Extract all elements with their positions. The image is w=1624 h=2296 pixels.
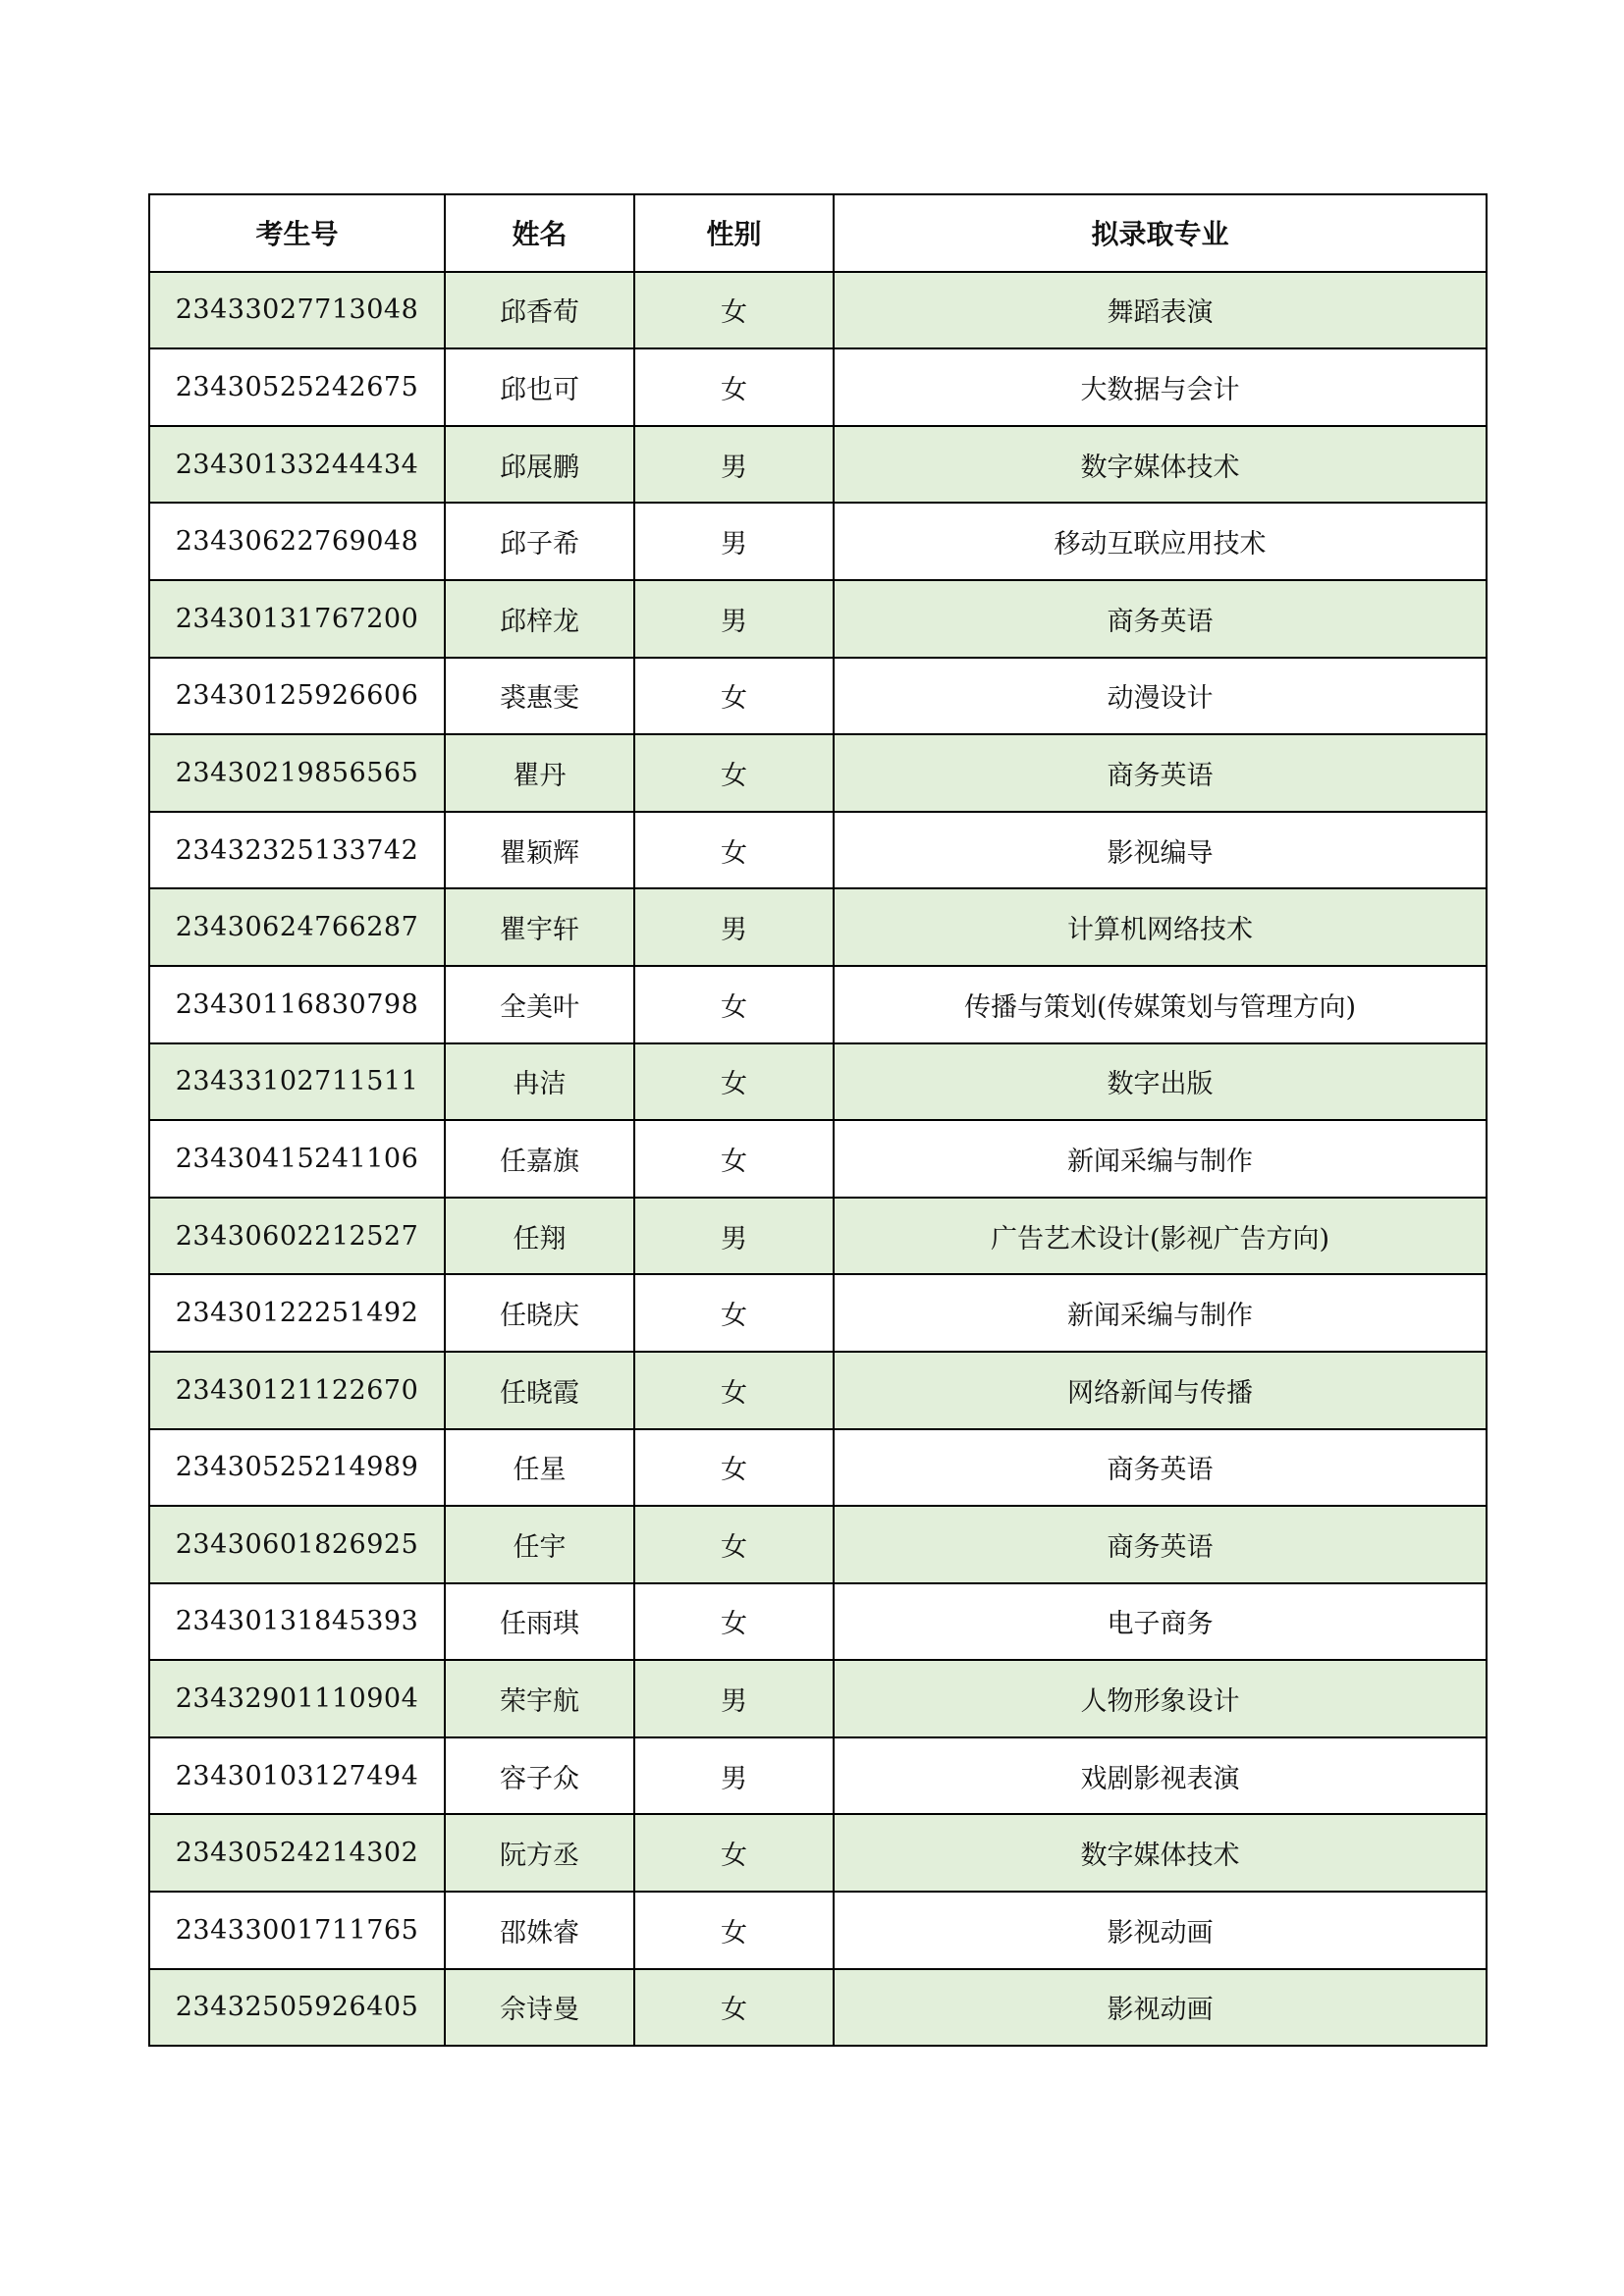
cell-major: 人物形象设计 (834, 1660, 1487, 1737)
cell-major: 电子商务 (834, 1583, 1487, 1661)
table-row (149, 1660, 1487, 1737)
table-row (149, 1352, 1487, 1429)
table-row (149, 1120, 1487, 1198)
table-body (149, 272, 1487, 2047)
cell-major: 动漫设计 (834, 658, 1487, 735)
cell-major: 戏剧影视表演 (834, 1737, 1487, 1815)
cell-name: 邱也可 (445, 348, 634, 426)
header-gender: 性别 (634, 194, 834, 272)
cell-major: 数字媒体技术 (834, 426, 1487, 504)
table-row (149, 1583, 1487, 1661)
cell-name: 任雨琪 (445, 1583, 634, 1661)
cell-major: 计算机网络技术 (834, 888, 1487, 966)
table-row (149, 580, 1487, 658)
cell-gender: 女 (634, 272, 834, 349)
cell-name: 任宇 (445, 1506, 634, 1583)
table-row (149, 1506, 1487, 1583)
cell-gender: 女 (634, 734, 834, 812)
cell-gender: 男 (634, 1660, 834, 1737)
cell-exam-id: 23433001711765 (149, 1892, 445, 1969)
cell-gender: 男 (634, 888, 834, 966)
cell-major: 影视动画 (834, 1969, 1487, 2047)
cell-exam-id: 23430524214302 (149, 1814, 445, 1892)
cell-gender: 女 (634, 1274, 834, 1352)
table-row (149, 1274, 1487, 1352)
cell-major: 数字媒体技术 (834, 1814, 1487, 1892)
cell-exam-id: 23430415241106 (149, 1120, 445, 1198)
cell-major: 舞蹈表演 (834, 272, 1487, 349)
cell-major: 大数据与会计 (834, 348, 1487, 426)
cell-name: 全美叶 (445, 966, 634, 1043)
cell-major: 影视编导 (834, 812, 1487, 889)
cell-name: 邵姝睿 (445, 1892, 634, 1969)
cell-name: 任晓霞 (445, 1352, 634, 1429)
table-row (149, 1737, 1487, 1815)
cell-major: 商务英语 (834, 734, 1487, 812)
table-row (149, 734, 1487, 812)
cell-gender: 女 (634, 348, 834, 426)
cell-major: 传播与策划(传媒策划与管理方向) (834, 966, 1487, 1043)
table-row (149, 272, 1487, 349)
cell-exam-id: 23430133244434 (149, 426, 445, 504)
cell-exam-id: 23430601826925 (149, 1506, 445, 1583)
admission-table (148, 193, 1488, 2047)
cell-name: 阮方丞 (445, 1814, 634, 1892)
cell-name: 邱香荀 (445, 272, 634, 349)
cell-name: 冉洁 (445, 1043, 634, 1121)
table-row (149, 1429, 1487, 1507)
table-row (149, 1892, 1487, 1969)
table-row (149, 658, 1487, 735)
cell-gender: 女 (634, 1506, 834, 1583)
cell-gender: 男 (634, 1198, 834, 1275)
cell-gender: 女 (634, 1429, 834, 1507)
cell-name: 裘惠雯 (445, 658, 634, 735)
cell-gender: 男 (634, 580, 834, 658)
cell-name: 佘诗曼 (445, 1969, 634, 2047)
cell-major: 影视动画 (834, 1892, 1487, 1969)
table-row (149, 812, 1487, 889)
cell-gender: 女 (634, 1583, 834, 1661)
cell-name: 邱展鹏 (445, 426, 634, 504)
cell-gender: 女 (634, 1892, 834, 1969)
cell-major: 数字出版 (834, 1043, 1487, 1121)
cell-exam-id: 23430116830798 (149, 966, 445, 1043)
header-name: 姓名 (445, 194, 634, 272)
cell-major: 新闻采编与制作 (834, 1274, 1487, 1352)
cell-name: 任星 (445, 1429, 634, 1507)
cell-name: 任晓庆 (445, 1274, 634, 1352)
table-row (149, 888, 1487, 966)
table-header-row (149, 194, 1487, 272)
cell-gender: 女 (634, 1120, 834, 1198)
cell-exam-id: 23430121122670 (149, 1352, 445, 1429)
header-major: 拟录取专业 (834, 194, 1487, 272)
cell-gender: 女 (634, 1969, 834, 2047)
cell-major: 新闻采编与制作 (834, 1120, 1487, 1198)
cell-major: 广告艺术设计(影视广告方向) (834, 1198, 1487, 1275)
cell-gender: 男 (634, 1737, 834, 1815)
cell-major: 商务英语 (834, 580, 1487, 658)
cell-major: 商务英语 (834, 1506, 1487, 1583)
cell-exam-id: 23430219856565 (149, 734, 445, 812)
cell-exam-id: 23430131767200 (149, 580, 445, 658)
cell-exam-id: 23430525214989 (149, 1429, 445, 1507)
cell-exam-id: 23432505926405 (149, 1969, 445, 2047)
cell-gender: 女 (634, 1814, 834, 1892)
table-row (149, 1969, 1487, 2047)
table-row (149, 348, 1487, 426)
cell-name: 荣宇航 (445, 1660, 634, 1737)
cell-exam-id: 23433102711511 (149, 1043, 445, 1121)
cell-gender: 女 (634, 1352, 834, 1429)
cell-exam-id: 23430624766287 (149, 888, 445, 966)
cell-exam-id: 23430131845393 (149, 1583, 445, 1661)
admission-table-container (148, 193, 1486, 2047)
cell-name: 瞿丹 (445, 734, 634, 812)
table-row (149, 966, 1487, 1043)
cell-exam-id: 23430602212527 (149, 1198, 445, 1275)
cell-gender: 女 (634, 812, 834, 889)
header-exam-id: 考生号 (149, 194, 445, 272)
cell-name: 任嘉旗 (445, 1120, 634, 1198)
cell-name: 任翔 (445, 1198, 634, 1275)
cell-gender: 女 (634, 1043, 834, 1121)
cell-name: 瞿颖辉 (445, 812, 634, 889)
cell-exam-id: 23432901110904 (149, 1660, 445, 1737)
cell-name: 瞿宇轩 (445, 888, 634, 966)
cell-major: 商务英语 (834, 1429, 1487, 1507)
cell-name: 邱子希 (445, 503, 634, 580)
table-row (149, 1043, 1487, 1121)
cell-exam-id: 23430122251492 (149, 1274, 445, 1352)
cell-major: 移动互联应用技术 (834, 503, 1487, 580)
cell-gender: 女 (634, 966, 834, 1043)
cell-name: 容子众 (445, 1737, 634, 1815)
cell-exam-id: 23430103127494 (149, 1737, 445, 1815)
cell-gender: 女 (634, 658, 834, 735)
cell-exam-id: 23432325133742 (149, 812, 445, 889)
cell-exam-id: 23430525242675 (149, 348, 445, 426)
cell-name: 邱梓龙 (445, 580, 634, 658)
cell-exam-id: 23430622769048 (149, 503, 445, 580)
table-row (149, 503, 1487, 580)
table-row (149, 1198, 1487, 1275)
table-row (149, 1814, 1487, 1892)
table-row (149, 426, 1487, 504)
cell-gender: 男 (634, 503, 834, 580)
cell-gender: 男 (634, 426, 834, 504)
cell-major: 网络新闻与传播 (834, 1352, 1487, 1429)
cell-exam-id: 23433027713048 (149, 272, 445, 349)
cell-exam-id: 23430125926606 (149, 658, 445, 735)
